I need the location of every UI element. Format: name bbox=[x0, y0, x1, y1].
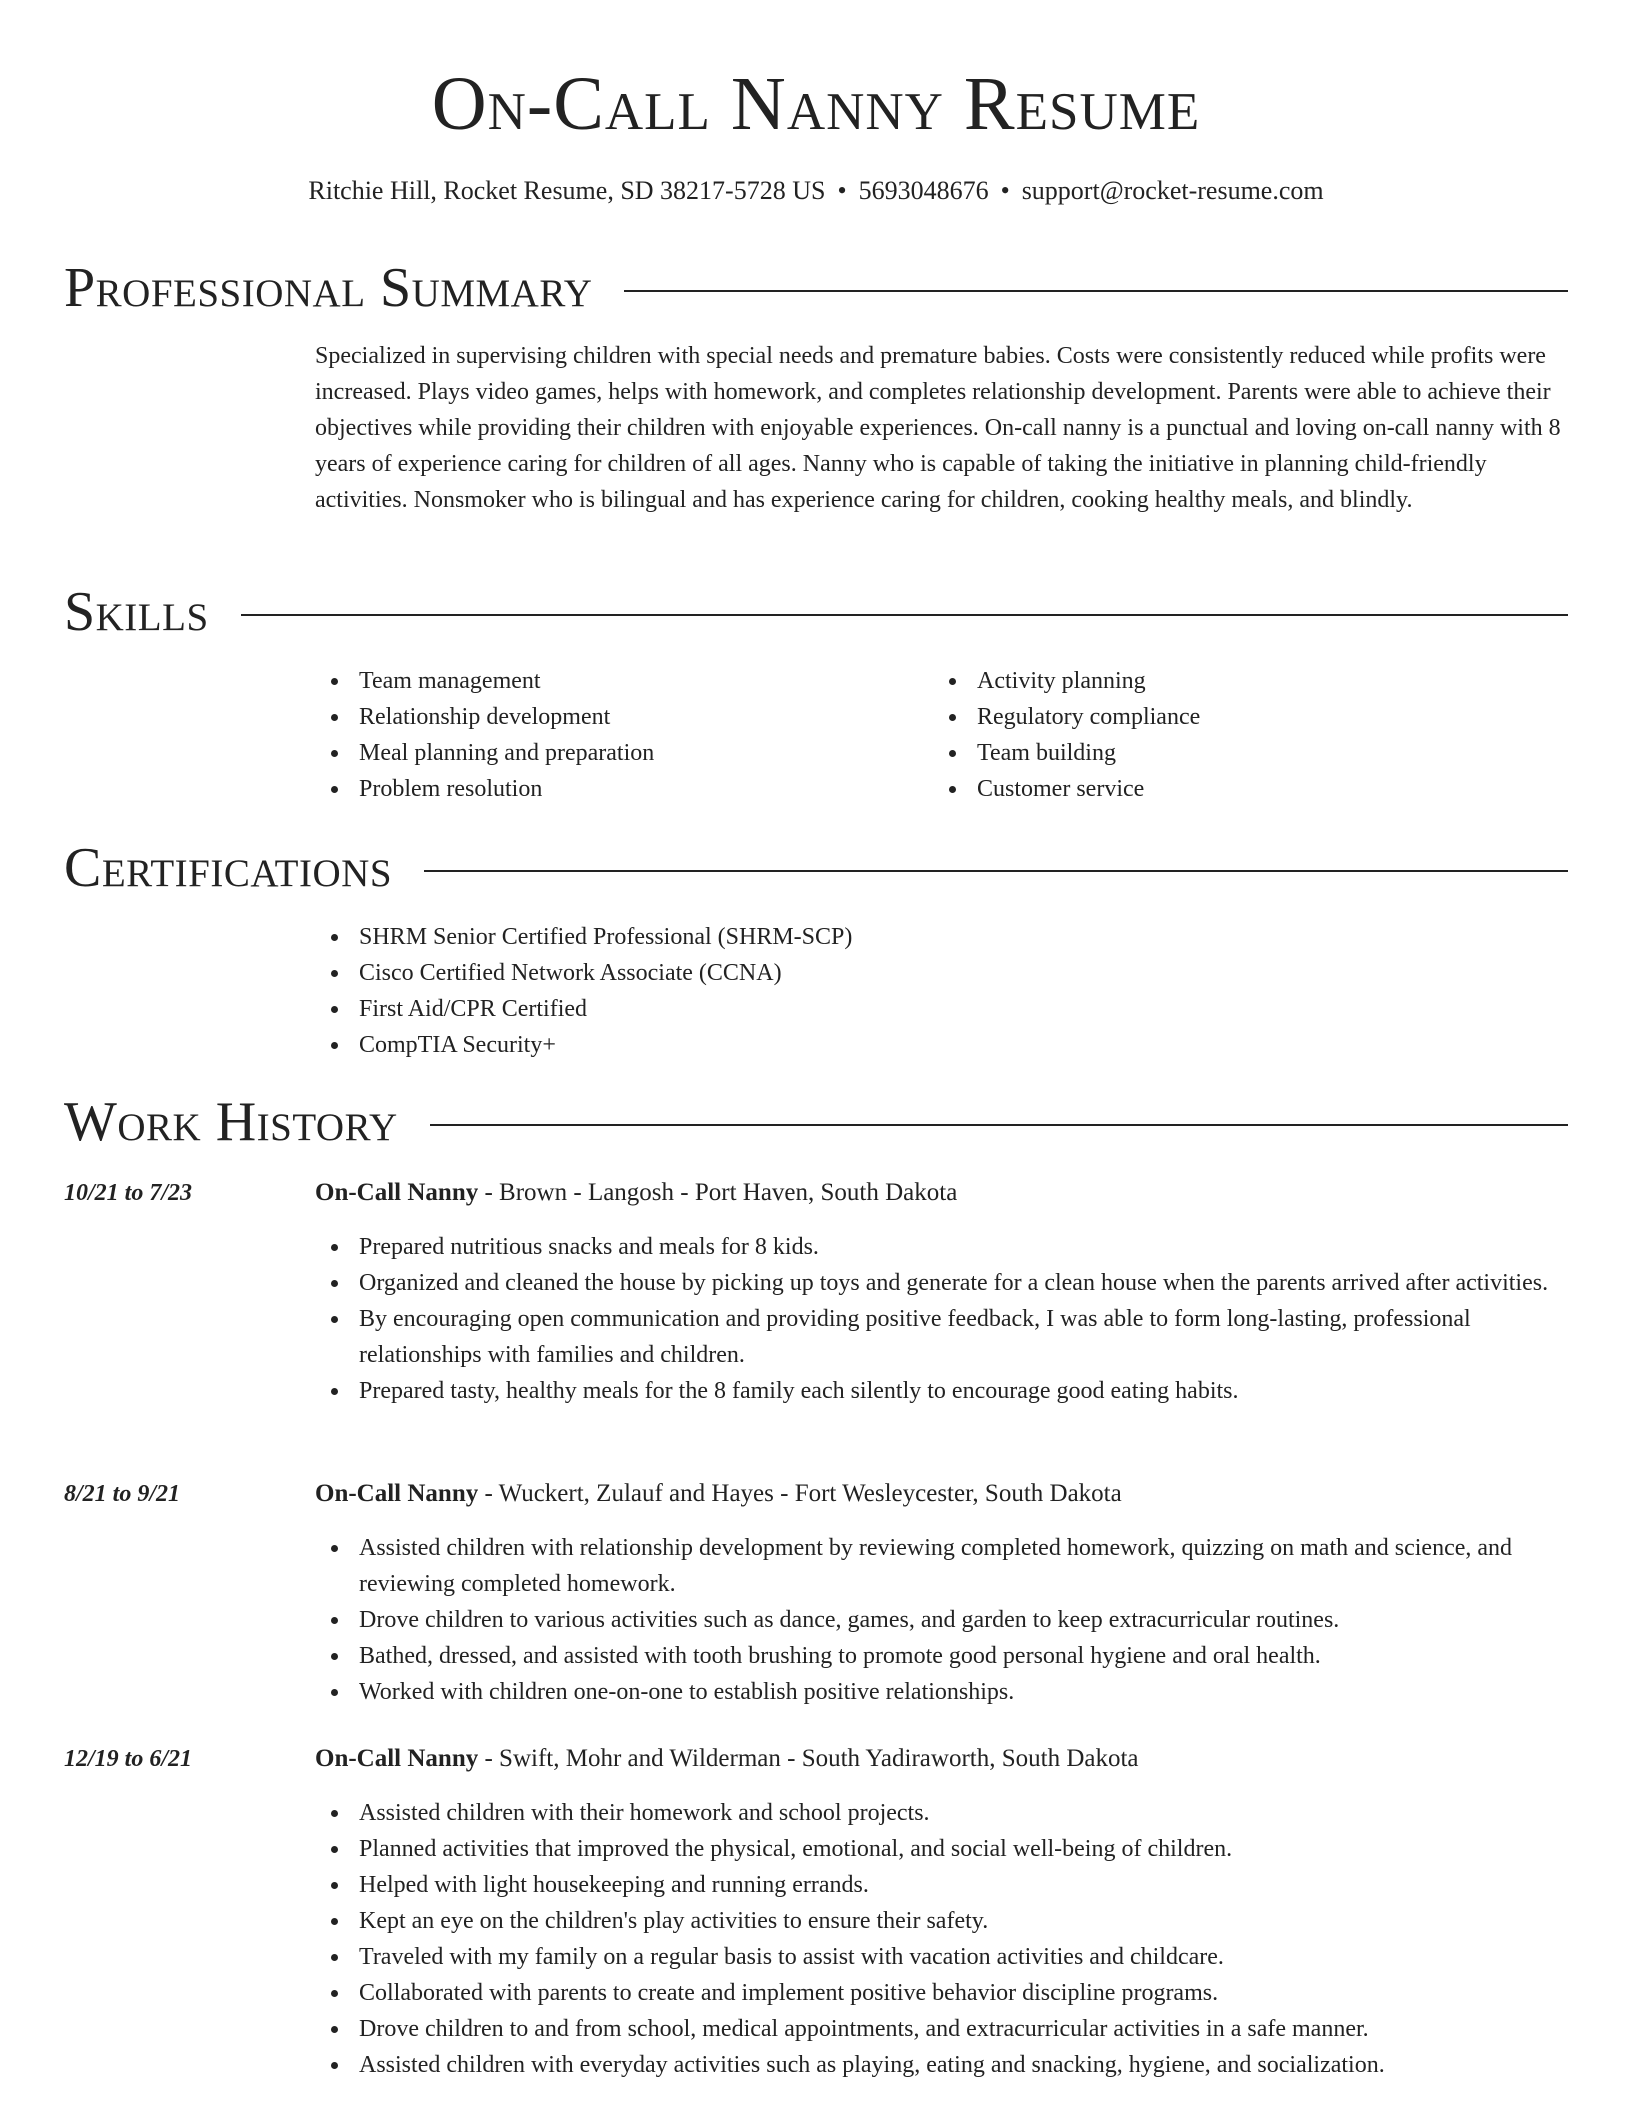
job-employer: - Wuckert, Zulauf and Hayes - Fort Wesleycester, South Dakota bbox=[478, 1480, 1122, 1507]
job-duty-item: Kept an eye on the children's play activities to ensure their safety. bbox=[315, 1903, 1575, 1939]
skills-list-right bbox=[933, 663, 1493, 807]
certifications-heading: Certifications bbox=[64, 837, 393, 899]
skills-section-header bbox=[64, 577, 1568, 647]
job-duty-item: Assisted children with their homework and school projects. bbox=[315, 1795, 1575, 1831]
job-role: On-Call Nanny bbox=[315, 1480, 479, 1507]
skills-heading: Skills bbox=[64, 581, 209, 643]
job-duty-item: Helped with light housekeeping and running errands. bbox=[315, 1867, 1575, 1903]
certification-item: CompTIA Security+ bbox=[315, 1027, 1575, 1063]
certification-item: First Aid/CPR Certified bbox=[315, 991, 1575, 1027]
job-duties bbox=[315, 1795, 1575, 2083]
skills-column-right bbox=[933, 663, 1493, 807]
section-divider bbox=[424, 870, 1568, 872]
job-duty-list bbox=[315, 1795, 1575, 2083]
job-duty-item: Planned activities that improved the physical, emotional, and social well-being of children. bbox=[315, 1831, 1575, 1867]
skill-item: Meal planning and preparation bbox=[315, 735, 875, 771]
resume-title: On-Call Nanny Resume bbox=[431, 62, 1201, 146]
certification-item: SHRM Senior Certified Professional (SHRM-SCP) bbox=[315, 919, 1575, 955]
skills-column-left bbox=[315, 663, 875, 807]
summary-text: Specialized in supervising children with special needs and premature babies. Costs were consistently reduced while profits were increased. Plays video games, helps with homework, and completes relationship development. Parents were able to achieve their objectives while providing their children with enjoyable experiences. On-call nanny is a punctual and loving on-call nanny with 8 years of experience caring for children of all ages. Nanny who is capable of taking the initiative in planning child-friendly activities. Nonsmoker who is bilingual and has experience caring for children, cooking healthy meals, and blindly. bbox=[315, 343, 1561, 513]
contact-email: support@rocket-resume.com bbox=[1021, 176, 1324, 205]
job-duties bbox=[315, 1229, 1575, 1409]
job-header bbox=[315, 1476, 1570, 1512]
contact-phone: 5693048676 bbox=[858, 176, 989, 205]
job-header bbox=[315, 1741, 1570, 1777]
skill-item: Problem resolution bbox=[315, 771, 875, 807]
section-divider bbox=[430, 1124, 1568, 1126]
skills-list-left bbox=[315, 663, 875, 807]
contact-separator: • bbox=[837, 176, 847, 205]
work-heading: Work History bbox=[64, 1091, 398, 1153]
skill-item: Team management bbox=[315, 663, 875, 699]
skill-item: Regulatory compliance bbox=[933, 699, 1493, 735]
job-duty-item: Assisted children with relationship development by reviewing completed homework, quizzing on math and science, and reviewing completed homework. bbox=[315, 1530, 1575, 1602]
job-duty-list bbox=[315, 1530, 1575, 1710]
work-section-header bbox=[64, 1087, 1568, 1157]
job-role: On-Call Nanny bbox=[315, 1179, 479, 1206]
job-duty-item: Assisted children with everyday activities such as playing, eating and snacking, hygiene, and socialization. bbox=[315, 2047, 1575, 2083]
summary-heading: Professional Summary bbox=[64, 257, 593, 319]
job-duty-item: Prepared nutritious snacks and meals for 8 kids. bbox=[315, 1229, 1575, 1265]
job-duty-item: Traveled with my family on a regular basis to assist with vacation activities and childcare. bbox=[315, 1939, 1575, 1975]
job-duties bbox=[315, 1530, 1575, 1710]
job-duty-item: Organized and cleaned the house by picking up toys and generate for a clean house when the parents arrived after activities. bbox=[315, 1265, 1575, 1301]
section-divider bbox=[241, 614, 1568, 616]
job-employer: - Swift, Mohr and Wilderman - South Yadiraworth, South Dakota bbox=[478, 1745, 1139, 1772]
job-duty-item: Prepared tasty, healthy meals for the 8 family each silently to encourage good eating habits. bbox=[315, 1373, 1575, 1409]
skill-item: Team building bbox=[933, 735, 1493, 771]
skill-item: Relationship development bbox=[315, 699, 875, 735]
summary-section-header bbox=[64, 253, 1568, 323]
job-duty-item: Collaborated with parents to create and implement positive behavior discipline programs. bbox=[315, 1975, 1575, 2011]
contact-address: Ritchie Hill, Rocket Resume, SD 38217-5728 US bbox=[308, 176, 826, 205]
contact-line bbox=[0, 173, 1632, 209]
job-duty-item: By encouraging open communication and providing positive feedback, I was able to form long-lasting, professional relationships with families and children. bbox=[315, 1301, 1575, 1373]
certifications-list bbox=[315, 919, 1575, 1063]
job-duty-item: Worked with children one-on-one to establish positive relationships. bbox=[315, 1674, 1575, 1710]
contact-separator: • bbox=[1000, 176, 1010, 205]
job-role: On-Call Nanny bbox=[315, 1745, 479, 1772]
job-dates: 8/21 to 9/21 bbox=[64, 1481, 181, 1507]
skill-item: Customer service bbox=[933, 771, 1493, 807]
job-duty-item: Bathed, dressed, and assisted with tooth brushing to promote good personal hygiene and oral health. bbox=[315, 1638, 1575, 1674]
certification-item: Cisco Certified Network Associate (CCNA) bbox=[315, 955, 1575, 991]
job-duty-item: Drove children to various activities such as dance, games, and garden to keep extracurricular routines. bbox=[315, 1602, 1575, 1638]
job-duty-list bbox=[315, 1229, 1575, 1409]
job-dates: 10/21 to 7/23 bbox=[64, 1180, 193, 1206]
job-header bbox=[315, 1175, 1570, 1211]
job-dates: 12/19 to 6/21 bbox=[64, 1746, 193, 1772]
job-employer: - Brown - Langosh - Port Haven, South Dakota bbox=[478, 1179, 958, 1206]
section-divider bbox=[624, 290, 1568, 292]
certifications-block bbox=[315, 919, 1575, 1063]
skill-item: Activity planning bbox=[933, 663, 1493, 699]
certifications-section-header bbox=[64, 833, 1568, 903]
job-duty-item: Drove children to and from school, medical appointments, and extracurricular activities in a safe manner. bbox=[315, 2011, 1575, 2047]
